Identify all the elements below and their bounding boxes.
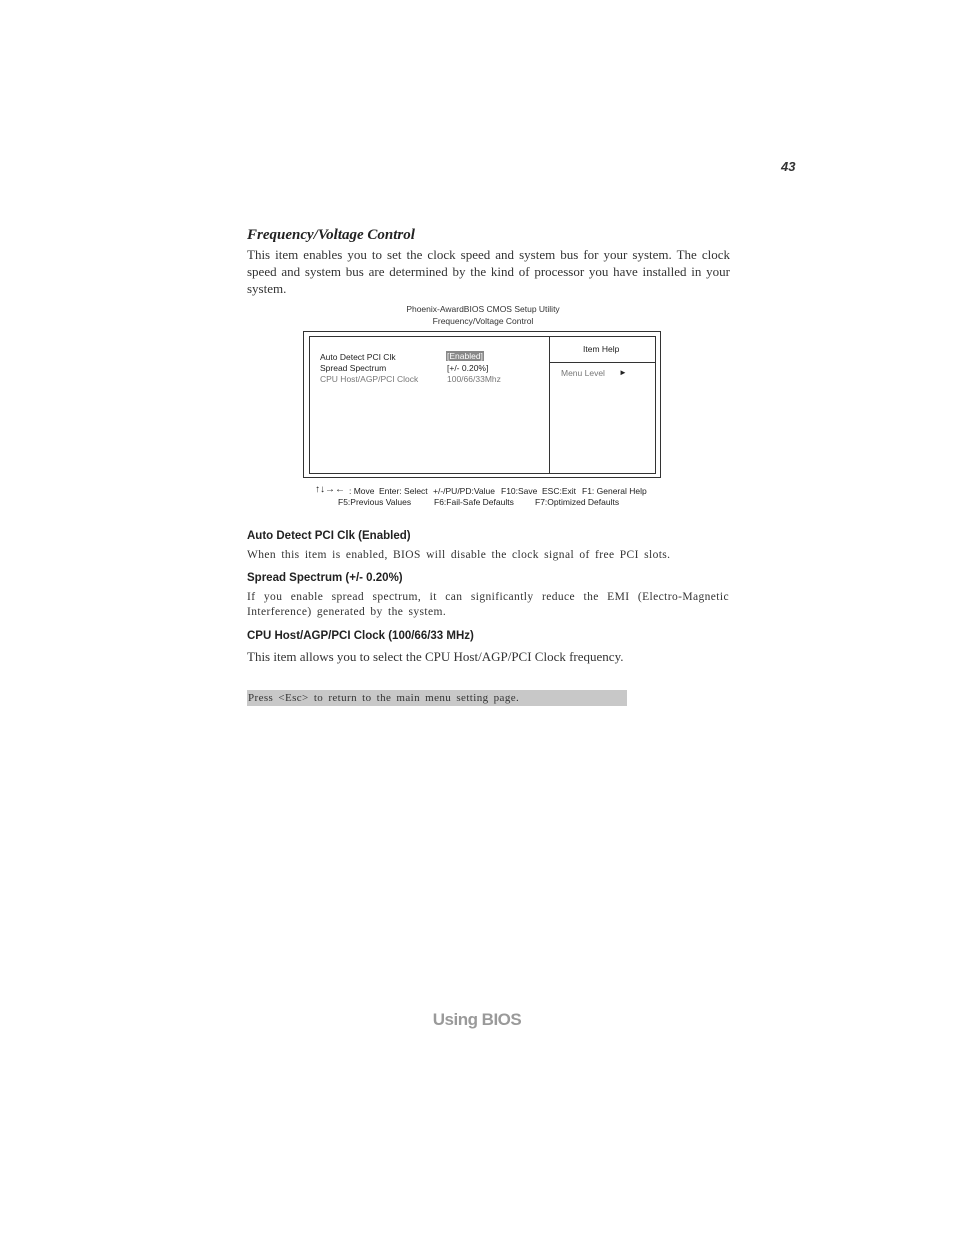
page-number: 43: [781, 159, 796, 174]
menu-level-label: Menu Level: [561, 368, 605, 378]
esc-note: Press <Esc> to return to the main menu setting page.: [247, 690, 627, 706]
footer-title: Using BIOS: [432, 1010, 522, 1029]
bios-item-label[interactable]: Auto Detect PCI Clk: [320, 352, 396, 362]
key-save: F10:Save: [501, 486, 538, 496]
key-value: +/-/PU/PD:Value: [433, 486, 495, 496]
key-f7: F7:Optimized Defaults: [535, 497, 620, 507]
key-f5: F5:Previous Values: [338, 497, 412, 507]
section-title: Frequency/Voltage Control: [247, 227, 415, 243]
bios-item-value: 100/66/33Mhz: [447, 374, 501, 384]
arrow-keys-icon: ↑↓→←: [315, 484, 345, 495]
bios-item-label: CPU Host/AGP/PCI Clock: [320, 374, 419, 384]
bios-item-label[interactable]: Spread Spectrum: [320, 363, 387, 373]
key-move: : Move: [349, 486, 375, 496]
bios-item-value[interactable]: [446, 351, 484, 361]
subsection-heading: Spread Spectrum (+/- 0.20%): [247, 572, 403, 584]
key-f6: F6:Fail-Safe Defaults: [434, 497, 514, 507]
subsection-heading: Auto Detect PCI Clk (Enabled): [247, 530, 411, 542]
bios-help-divider: [549, 362, 656, 363]
subsection-text: When this item is enabled, BIOS will disable the clock signal of free PCI slots.: [247, 549, 671, 561]
key-exit: ESC:Exit: [542, 486, 577, 496]
bios-selected-value[interactable]: [Enabled]: [447, 351, 483, 361]
subsection-text: If you enable spread spectrum, it can significantly reduce the EMI (Electro-Magnetic Interference) generated by the system.: [247, 591, 729, 618]
intro-paragraph: This item enables you to set the clock speed and system bus for your system. The clock speed and system bus are determined by the kind of processor you have installed in your system.: [247, 247, 730, 296]
bios-title: Phoenix-AwardBIOS CMOS Setup Utility: [406, 304, 560, 314]
bios-help-panel: [549, 336, 656, 474]
menu-level-arrow-icon: ►: [619, 368, 627, 377]
subsection-text: This item allows you to select the CPU Host/AGP/PCI Clock frequency.: [247, 649, 624, 664]
bios-item-value[interactable]: [+/- 0.20%]: [447, 363, 489, 373]
key-enter: Enter: Select: [379, 486, 428, 496]
subsection-heading: CPU Host/AGP/PCI Clock (100/66/33 MHz): [247, 630, 474, 642]
item-help-title: Item Help: [583, 344, 620, 354]
key-help: F1: General Help: [582, 486, 647, 496]
bios-subtitle: Frequency/Voltage Control: [432, 316, 534, 326]
